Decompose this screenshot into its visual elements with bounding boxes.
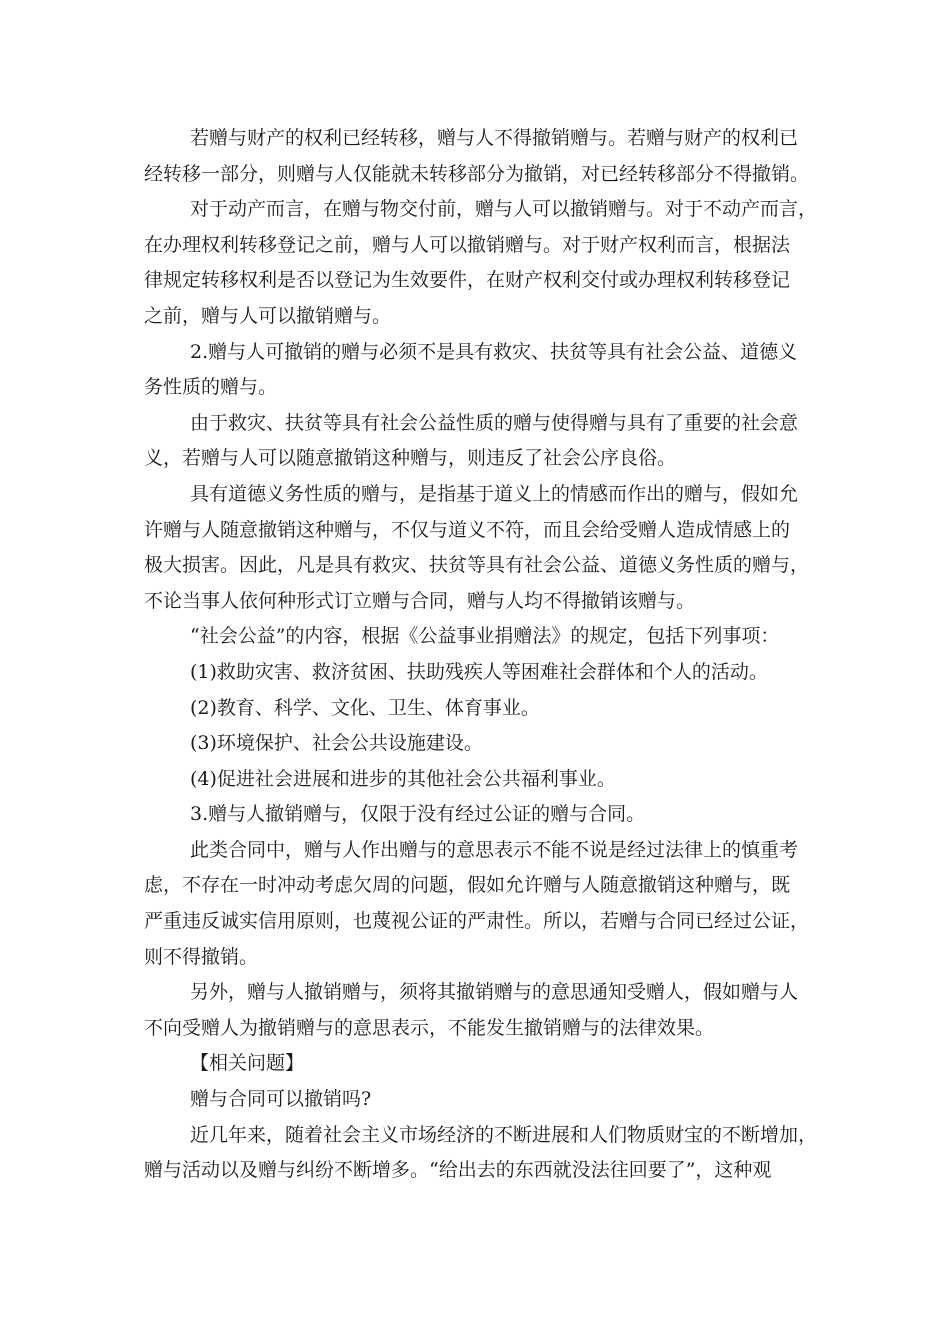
text-line: 在办理权利转移登记之前，赠与人可以撤销赠与。对于财产权利而言，根据法: [144, 233, 791, 256]
text-line: 具有道德义务性质的赠与，是指基于道义上的情感而作出的赠与，假如允: [190, 482, 799, 505]
list-item: (3)环境保护、社会公共设施建设。: [190, 732, 483, 755]
text-line: 极大损害。因此，凡是具有救灾、扶贫等具有社会公益、道德义务性质的赠与，: [144, 554, 810, 577]
text-line: 虑，不存在一时冲动考虑欠周的问题，假如允许赠与人随意撤销这种赠与，既: [144, 874, 791, 897]
list-item: (1)救助灾害、救济贫困、扶助残疾人等困难社会群体和个人的活动。: [190, 660, 768, 683]
text-line: 务性质的赠与。: [144, 376, 278, 399]
question-heading: 赠与合同可以撤销吗?: [190, 1088, 372, 1111]
text-line: 之前，赠与人可以撤销赠与。: [144, 304, 392, 327]
text-line: 对于动产而言，在赠与物交付前，赠与人可以撤销赠与。对于不动产而言，: [190, 198, 818, 221]
text-line: 另外，赠与人撤销赠与，须将其撤销赠与的意思通知受赠人，假如赠与人: [190, 981, 799, 1004]
text-line: 3.赠与人撤销赠与，仅限于没有经过公证的赠与合同。: [190, 803, 646, 826]
text-line: 赠与活动以及赠与纠纷不断增多。“给出去的东西就没法往回要了”，这种观: [144, 1159, 772, 1182]
text-line: 2.赠与人可撤销的赠与必须不是具有救灾、扶贫等具有社会公益、道德义: [190, 340, 798, 363]
text-line: 由于救灾、扶贫等具有社会公益性质的赠与使得赠与具有了重要的社会意: [190, 411, 799, 434]
text-line: 经转移一部分，则赠与人仅能就未转移部分为撤销，对已经转移部分不得撤销。: [144, 162, 810, 185]
text-line: “社会公益”的内容，根据《公益事业捐赠法》的规定，包括下列事项：: [190, 625, 780, 648]
text-line: 则不得撤销。: [144, 945, 259, 968]
text-line: 义，若赠与人可以随意撤销这种赠与，则违反了社会公序良俗。: [144, 447, 677, 470]
list-item: (2)教育、科学、文化、卫生、体育事业。: [190, 696, 540, 719]
text-line: 严重违反诚实信用原则，也蔑视公证的严肃性。所以，若赠与合同已经过公证，: [144, 910, 810, 933]
text-line: 此类合同中，赠与人作出赠与的意思表示不能不说是经过法律上的慎重考: [190, 838, 799, 861]
section-heading: 【相关问题】: [190, 1052, 305, 1075]
list-item: (4)促进社会进展和进步的其他社会公共福利事业。: [190, 767, 616, 790]
text-line: 若赠与财产的权利已经转移，赠与人不得撤销赠与。若赠与财产的权利已: [190, 127, 799, 149]
document-body: [144, 121, 824, 1189]
text-line: 律规定转移权利是否以登记为生效要件，在财产权利交付或办理权利转移登记: [144, 269, 791, 292]
text-line: 不论当事人依何种形式订立赠与合同，赠与人均不得撤销该赠与。: [144, 589, 696, 612]
text-line: 不向受赠人为撤销赠与的意思表示，不能发生撤销赠与的法律效果。: [144, 1016, 715, 1039]
text-line: 近几年来，随着社会主义市场经济的不断进展和人们物质财宝的不断增加，: [190, 1123, 818, 1146]
text-line: 许赠与人随意撤销这种赠与，不仅与道义不符，而且会给受赠人造成情感上的: [144, 518, 791, 541]
